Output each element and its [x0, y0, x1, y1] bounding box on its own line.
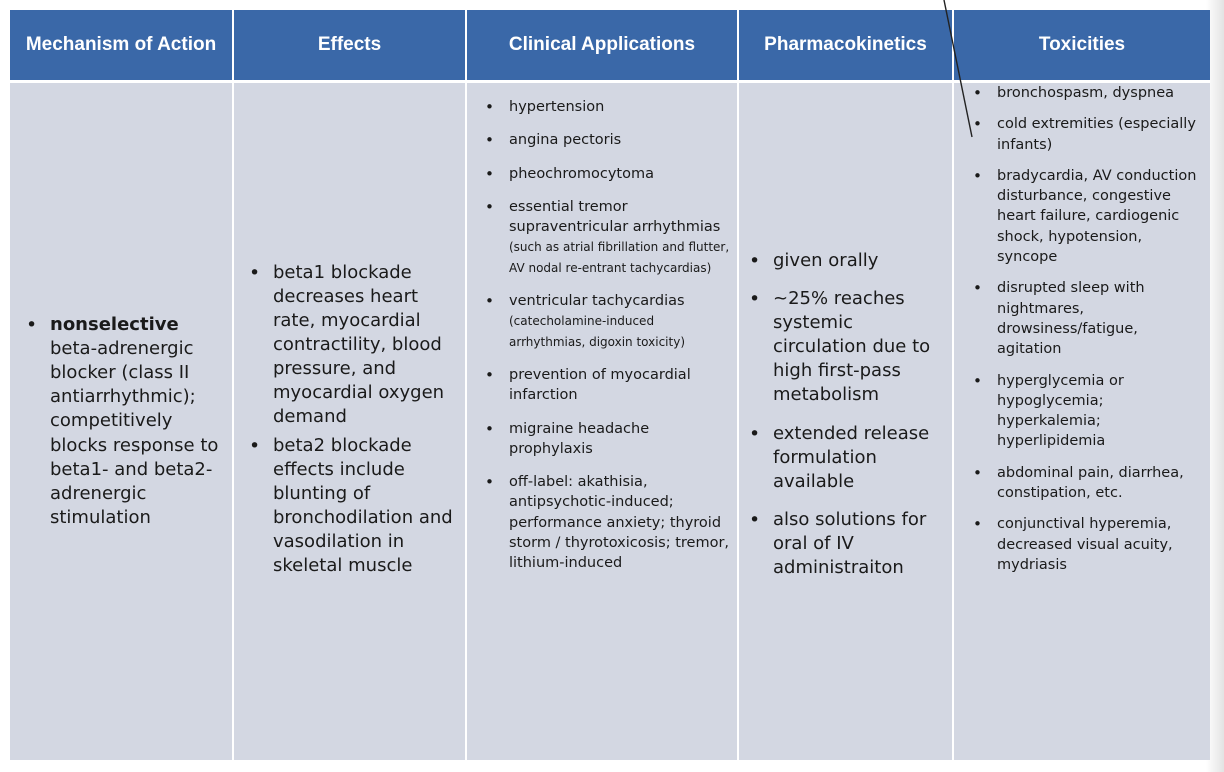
clinical-item: • hypertension [509, 97, 733, 117]
effects-item: • beta1 blockade decreases heart rate, myocardial contractility, blood pressure, and myocardial oxygen demand [273, 261, 459, 430]
toxicity-item: • bradycardia, AV conduction disturbance, congestive heart failure, cardiogenic shock, hypotension, syncope [997, 166, 1206, 267]
toxicity-item: • hyperglycemia or hypoglycemia; hyperkalemia; hyperlipidemia [997, 371, 1206, 452]
pk-item: • also solutions for oral of IV administraiton [773, 508, 948, 580]
header-pharmacokinetics: Pharmacokinetics [739, 10, 952, 80]
clinical-item: • migraine headache prophylaxis [509, 419, 733, 460]
mechanism-item [50, 313, 226, 530]
clinical-item: • prevention of myocardial infarction [509, 365, 733, 406]
clinical-item: • pheochromocytoma [509, 164, 733, 184]
drug-info-table [10, 10, 1210, 760]
clinical-item: • ventricular tachycardias (catecholamine-induced arrhythmias, digoxin toxicity) [509, 291, 733, 352]
toxicity-item: • disrupted sleep with nightmares, drowsiness/fatigue, agitation [997, 278, 1206, 359]
mechanism-bold: nonselective [50, 314, 179, 335]
mechanism-text: beta-adrenergic blocker (class II antiarrhythmic); competitively blocks response to beta1- and beta2-adrenergic stimulation [50, 338, 219, 528]
header-effects: Effects [234, 10, 465, 80]
header-mechanism: Mechanism of Action [10, 10, 232, 80]
toxicities-list [997, 83, 1206, 575]
toxicity-item: • abdominal pain, diarrhea, constipation, etc. [997, 463, 1206, 504]
header-toxicities: Toxicities [954, 10, 1210, 80]
pharmacokinetics-list [773, 249, 948, 594]
mechanism-list [50, 313, 226, 530]
clinical-item: • essential tremor supraventricular arrhythmias (such as atrial fibrillation and flutter, AV nodal re-entrant tachycardias) [509, 197, 733, 278]
effects-item: • beta2 blockade effects include blunting of bronchodilation and vasodilation in skeletal muscle [273, 434, 459, 579]
pharmacokinetics-cell [739, 83, 952, 760]
mechanism-cell [10, 83, 232, 760]
clinical-note: (catecholamine-induced arrhythmias, digoxin toxicity) [509, 314, 686, 349]
effects-cell [234, 83, 465, 760]
clinical-list [509, 97, 733, 574]
toxicities-cell [954, 83, 1210, 760]
clinical-item: • angina pectoris [509, 130, 733, 150]
pk-item: • extended release formulation available [773, 422, 948, 494]
header-clinical-applications: Clinical Applications [467, 10, 737, 80]
pk-item: • ~25% reaches systemic circulation due to high first-pass metabolism [773, 287, 948, 408]
clinical-note: (such as atrial fibrillation and flutter, AV nodal re-entrant tachycardias) [509, 240, 730, 275]
toxicity-item: • conjunctival hyperemia, decreased visual acuity, mydriasis [997, 514, 1206, 575]
clinical-cell [467, 83, 737, 760]
pk-item: • given orally [773, 249, 948, 273]
effects-list [273, 261, 459, 582]
toxicity-item: • bronchospasm, dyspnea [997, 83, 1206, 103]
clinical-item: • off-label: akathisia, antipsychotic-induced; performance anxiety; thyroid storm / thyrotoxicosis; tremor, lithium-induced [509, 472, 733, 573]
toxicity-item: • cold extremities (especially infants) [997, 114, 1206, 155]
